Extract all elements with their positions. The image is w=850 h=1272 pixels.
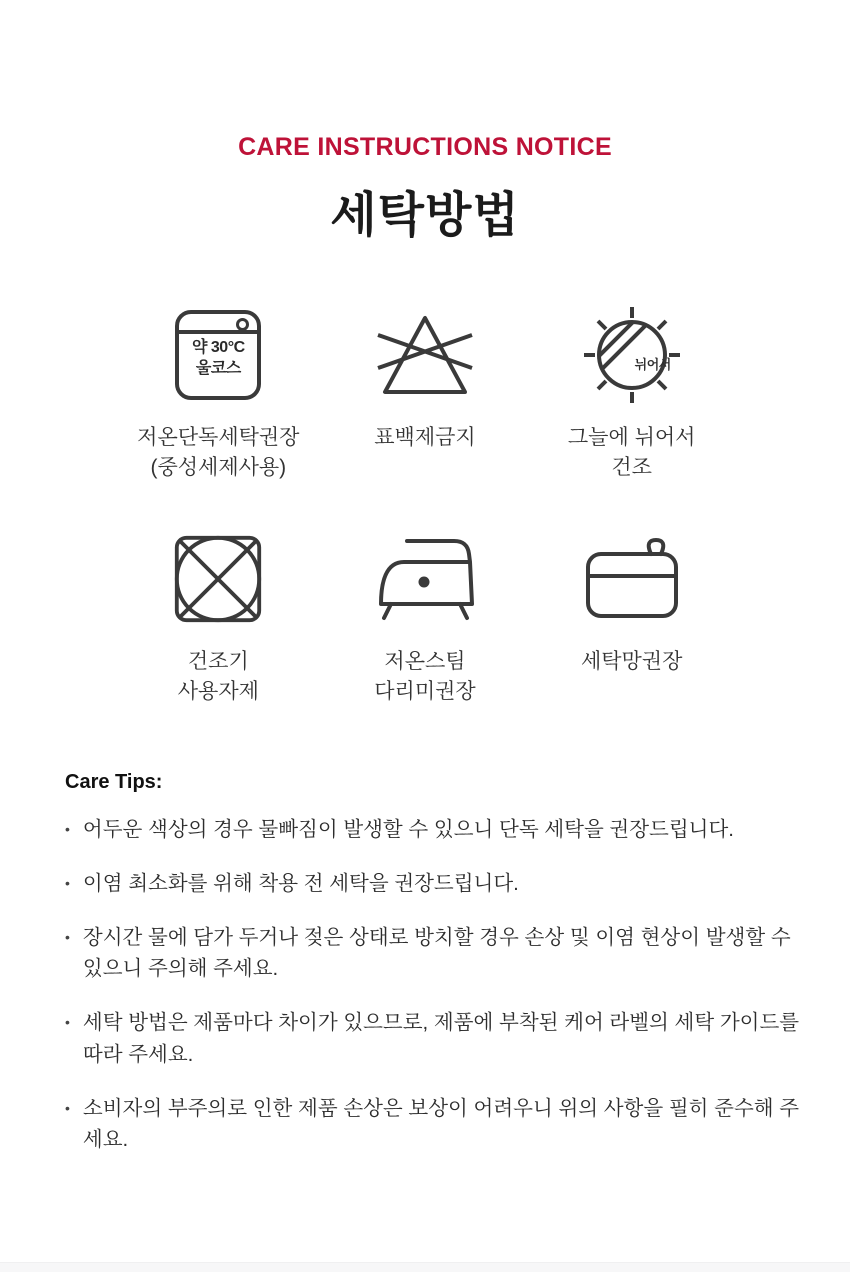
- care-tip-item: [65, 868, 808, 900]
- care-label: 건조기 사용자제: [177, 650, 259, 704]
- care-tip-item: [65, 1093, 808, 1157]
- care-label: 저온스팀 다리미권장: [374, 650, 476, 704]
- care-symbol-grid: [115, 303, 735, 707]
- low-steam-iron-icon: [375, 537, 475, 621]
- page-title: 세탁방법: [330, 189, 520, 242]
- no-bleach-icon: [377, 312, 473, 398]
- care-tip-text: 소비자의 부주의로 인한 제품 손상은 보상이 어려우니 위의 사항을 필히 준수해 주세요.: [82, 1096, 800, 1152]
- care-item-iron: [322, 527, 529, 707]
- wash-course-text: 울코스: [195, 359, 241, 377]
- care-label: 저온단독세탁권장 (중성세제사용): [137, 426, 300, 480]
- care-tip-item: [65, 1007, 808, 1071]
- care-tip-item: [65, 922, 808, 986]
- shade-inner-text: 뉘어서: [634, 357, 671, 372]
- care-tip-text: 세탁 방법은 제품마다 차이가 있으므로, 제품에 부착된 케어 라벨의 세탁 가이드를 따라 주세요.: [82, 1011, 800, 1066]
- machine-dial-icon: [236, 318, 249, 331]
- bullet-icon: •: [65, 1099, 70, 1116]
- washing-machine-icon: [175, 310, 261, 400]
- care-tip-text: 어두운 색상의 경우 물빠짐이 발생할 수 있으니 단독 세탁을 권장드립니다.: [82, 818, 734, 842]
- care-item-no-dryer: [115, 527, 322, 707]
- care-tip-item: [65, 814, 808, 846]
- bullet-icon: •: [65, 1014, 70, 1031]
- notice-eyebrow: CARE INSTRUCTIONS NOTICE: [238, 133, 612, 161]
- care-tip-text: 이염 최소화를 위해 착용 전 세탁을 권장드립니다.: [82, 871, 519, 895]
- care-item-laundry-net: [528, 527, 735, 707]
- care-label: 그늘에 뉘어서 건조: [567, 426, 696, 480]
- care-tips-list: [65, 814, 808, 1156]
- care-item-no-bleach: [322, 303, 529, 483]
- bullet-icon: •: [65, 928, 70, 945]
- care-tips-heading: Care Tips:: [65, 771, 163, 794]
- care-label: 표백제금지: [374, 426, 476, 449]
- bullet-icon: •: [65, 821, 70, 838]
- page-header: [0, 0, 850, 245]
- care-tips-section: [65, 771, 808, 1156]
- wash-temp-text: 약 30°C: [192, 339, 245, 356]
- care-item-wash: [115, 303, 322, 483]
- next-section-divider: [0, 1262, 850, 1272]
- laundry-net-icon: [584, 538, 680, 620]
- care-tip-text: 장시간 물에 담가 두거나 젖은 상태로 방치할 경우 손상 및 이염 현상이 발생할 수 있으니 주의해 주세요.: [82, 925, 791, 981]
- care-item-shade-dry: [528, 303, 735, 483]
- bullet-icon: •: [65, 874, 70, 891]
- no-tumble-dry-icon: [172, 533, 264, 625]
- care-label: 세탁망권장: [580, 650, 683, 674]
